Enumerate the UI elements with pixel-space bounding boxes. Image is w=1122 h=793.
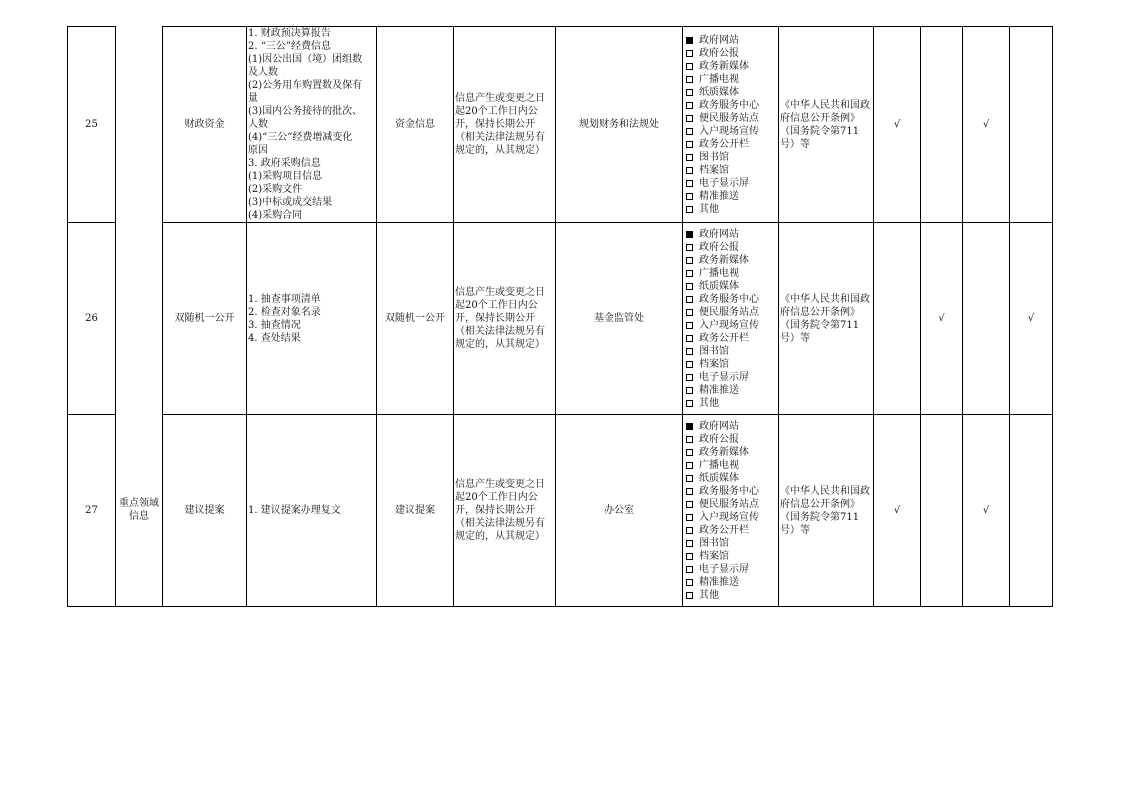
check-mark-cell: √: [874, 27, 921, 223]
channel-option[interactable]: [684, 358, 777, 371]
checkbox-empty-icon[interactable]: [686, 283, 693, 290]
checkbox-empty-icon[interactable]: [686, 475, 693, 482]
checkbox-empty-icon[interactable]: [686, 180, 693, 187]
basis-text: 《中华人民共和国政府信息公开条例》（国务院令第711号）等: [780, 293, 870, 344]
checkbox-empty-icon[interactable]: [686, 270, 693, 277]
channel-label: 图书馆: [699, 151, 729, 163]
checkbox-empty-icon[interactable]: [686, 115, 693, 122]
content-line: 人数: [248, 119, 268, 130]
checkbox-empty-icon[interactable]: [686, 462, 693, 469]
checkbox-empty-icon[interactable]: [686, 193, 693, 200]
check-mark-cell: √: [874, 415, 921, 607]
channel-option[interactable]: [684, 125, 777, 138]
channel-label: 政府网站: [699, 34, 739, 46]
check-mark-cell: [921, 415, 963, 607]
channel-label: 政务服务中心: [699, 485, 759, 497]
channel-label: 其他: [699, 397, 719, 409]
checkbox-checked-icon[interactable]: [686, 231, 693, 238]
channel-label: 政府公报: [699, 433, 739, 445]
channel-option[interactable]: [684, 397, 777, 410]
channel-option[interactable]: [684, 319, 777, 332]
timing-text: 信息产生或变更之日起20个工作日内公开，保持长期公开（相关法律法规另有规定的，从其规定）: [455, 479, 545, 542]
check-mark-cell: [963, 223, 1010, 415]
channel-option[interactable]: [684, 384, 777, 397]
channel-label: 图书馆: [699, 537, 729, 549]
channel-option[interactable]: [684, 472, 777, 485]
checkbox-empty-icon[interactable]: [686, 257, 693, 264]
channel-label: 政府公报: [699, 47, 739, 59]
basis-text: 《中华人民共和国政府信息公开条例》（国务院令第711号）等: [780, 485, 870, 536]
checkbox-empty-icon[interactable]: [686, 76, 693, 83]
channel-option[interactable]: [684, 86, 777, 99]
check-mark-cell: √: [921, 223, 963, 415]
basis-cell: [779, 415, 874, 607]
category-cell: 建议提案: [163, 415, 247, 607]
basis-text: 《中华人民共和国政府信息公开条例》（国务院令第711号）等: [780, 99, 870, 150]
checkbox-empty-icon[interactable]: [686, 63, 693, 70]
checkbox-empty-icon[interactable]: [686, 387, 693, 394]
channel-label: 档案馆: [699, 358, 729, 370]
content-line: (1)因公出国（境）团组数: [248, 54, 363, 65]
channel-label: 便民服务站点: [699, 112, 759, 124]
content-line: (4)采购合同: [248, 210, 303, 221]
channel-label: 精准推送: [699, 576, 739, 588]
check-mark-cell: [874, 223, 921, 415]
content-line: (2)采购文件: [248, 184, 303, 195]
channel-option[interactable]: [684, 164, 777, 177]
checkbox-empty-icon[interactable]: [686, 361, 693, 368]
checkbox-empty-icon[interactable]: [686, 309, 693, 316]
subject-cell: 双随机一公开: [377, 223, 454, 415]
channel-label: 政务新媒体: [699, 254, 749, 266]
channel-option[interactable]: [684, 34, 777, 47]
checkbox-empty-icon[interactable]: [686, 50, 693, 57]
channels-cell: [683, 223, 779, 415]
domain-cell: 重点领域信息: [116, 415, 163, 607]
channel-option[interactable]: [684, 498, 777, 511]
channel-label: 政务服务中心: [699, 99, 759, 111]
checkbox-empty-icon[interactable]: [686, 540, 693, 547]
content-line: 4. 查处结果: [248, 332, 301, 344]
checkbox-empty-icon[interactable]: [686, 128, 693, 135]
channel-label: 政府网站: [699, 228, 739, 240]
channel-option[interactable]: [684, 293, 777, 306]
channel-option[interactable]: [684, 485, 777, 498]
timing-text: 信息产生或变更之日起20个工作日内公开，保持长期公开（相关法律法规另有规定的，从其规定）: [455, 93, 545, 156]
checkbox-empty-icon[interactable]: [686, 566, 693, 573]
checkbox-empty-icon[interactable]: [686, 89, 693, 96]
content-line: (1)采购项目信息: [248, 171, 323, 182]
table-row: [68, 223, 1053, 415]
channel-option[interactable]: [684, 371, 777, 384]
channel-label: 纸质媒体: [699, 472, 739, 484]
channel-option[interactable]: [684, 267, 777, 280]
content-line: 量: [248, 93, 258, 104]
channel-option[interactable]: [684, 241, 777, 254]
content-line: 1. 抽查事项清单: [248, 293, 321, 305]
channel-option[interactable]: [684, 420, 777, 433]
channel-option[interactable]: [684, 177, 777, 190]
checkbox-empty-icon[interactable]: [686, 374, 693, 381]
channel-label: 入户现场宣传: [699, 125, 759, 137]
channel-label: 入户现场宣传: [699, 511, 759, 523]
channel-label: 政府公报: [699, 241, 739, 253]
category-cell: 财政资金: [163, 27, 247, 223]
checkbox-empty-icon[interactable]: [686, 501, 693, 508]
row-number: 27: [68, 415, 116, 607]
channel-option[interactable]: [684, 589, 777, 602]
channels-cell: [683, 415, 779, 607]
department-cell: 办公室: [556, 415, 683, 607]
checkbox-checked-icon[interactable]: [686, 423, 693, 430]
channel-label: 政务新媒体: [699, 60, 749, 72]
channel-option[interactable]: [684, 345, 777, 358]
channel-label: 政务公开栏: [699, 524, 749, 536]
channel-label: 便民服务站点: [699, 498, 759, 510]
domain-cell: [116, 223, 163, 415]
content-line: 及人数: [248, 67, 278, 78]
channel-option[interactable]: [684, 99, 777, 112]
content-line: 1. 建议提案办理复文: [248, 505, 341, 516]
content-line: 3. 抽查情况: [248, 319, 301, 331]
department-cell: 基金监管处: [556, 223, 683, 415]
table-row: [68, 27, 1053, 223]
timing-cell: [454, 223, 556, 415]
checkbox-empty-icon[interactable]: [686, 579, 693, 586]
content-cell: [247, 223, 377, 415]
content-line: 原因: [248, 145, 268, 156]
subject-cell: 资金信息: [377, 27, 454, 223]
check-mark-cell: [1010, 27, 1053, 223]
checkbox-empty-icon[interactable]: [686, 335, 693, 342]
checkbox-empty-icon[interactable]: [686, 592, 693, 599]
checkbox-empty-icon[interactable]: [686, 102, 693, 109]
channel-label: 精准推送: [699, 384, 739, 396]
timing-text: 信息产生或变更之日起20个工作日内公开，保持长期公开（相关法律法规另有规定的，从其规定）: [455, 287, 545, 350]
channel-option[interactable]: [684, 511, 777, 524]
checkbox-empty-icon[interactable]: [686, 141, 693, 148]
channel-option[interactable]: [684, 228, 777, 241]
timing-cell: [454, 415, 556, 607]
channel-option[interactable]: [684, 60, 777, 73]
checkbox-empty-icon[interactable]: [686, 244, 693, 251]
checkbox-empty-icon[interactable]: [686, 449, 693, 456]
channel-option[interactable]: [684, 254, 777, 267]
checkbox-checked-icon[interactable]: [686, 37, 693, 44]
channel-label: 广播电视: [699, 73, 739, 85]
table-row: [68, 415, 1053, 607]
channel-label: 档案馆: [699, 550, 729, 562]
check-mark-cell: √: [963, 27, 1010, 223]
content-line: (4)“三公”经费增减变化: [248, 132, 353, 143]
channel-label: 其他: [699, 203, 719, 215]
channel-label: 政府网站: [699, 420, 739, 432]
check-mark-cell: [1010, 415, 1053, 607]
channels-cell: [683, 27, 779, 223]
check-mark-cell: √: [1010, 223, 1053, 415]
checkbox-empty-icon[interactable]: [686, 154, 693, 161]
channel-label: 政务服务中心: [699, 293, 759, 305]
channel-label: 便民服务站点: [699, 306, 759, 318]
basis-cell: [779, 223, 874, 415]
channel-label: 广播电视: [699, 459, 739, 471]
channel-option[interactable]: [684, 537, 777, 550]
channel-label: 其他: [699, 589, 719, 601]
checkbox-empty-icon[interactable]: [686, 527, 693, 534]
content-cell: [247, 415, 377, 607]
content-line: 3. 政府采购信息: [248, 158, 321, 169]
channel-label: 广播电视: [699, 267, 739, 279]
content-cell: [247, 27, 377, 223]
table-body: [68, 27, 1053, 607]
subject-cell: 建议提案: [377, 415, 454, 607]
checkbox-empty-icon[interactable]: [686, 167, 693, 174]
channel-option[interactable]: [684, 563, 777, 576]
basis-cell: [779, 27, 874, 223]
checkbox-empty-icon[interactable]: [686, 553, 693, 560]
channel-label: 政务公开栏: [699, 138, 749, 150]
content-line: 2. “三公”经费信息: [248, 41, 331, 52]
channel-label: 电子显示屏: [699, 177, 749, 189]
checkbox-empty-icon[interactable]: [686, 296, 693, 303]
checkbox-empty-icon[interactable]: [686, 348, 693, 355]
channel-option[interactable]: [684, 112, 777, 125]
category-cell: 双随机一公开: [163, 223, 247, 415]
channel-option[interactable]: [684, 576, 777, 589]
checkbox-empty-icon[interactable]: [686, 514, 693, 521]
content-line: (3)国内公务接待的批次、: [248, 106, 363, 117]
channel-option[interactable]: [684, 446, 777, 459]
checkbox-empty-icon[interactable]: [686, 400, 693, 407]
domain-cell: [116, 27, 163, 223]
content-line: 2. 检查对象名录: [248, 306, 321, 318]
channel-label: 纸质媒体: [699, 86, 739, 98]
channel-option[interactable]: [684, 550, 777, 563]
channel-label: 图书馆: [699, 345, 729, 357]
channel-label: 纸质媒体: [699, 280, 739, 292]
channel-option[interactable]: [684, 280, 777, 293]
channel-option[interactable]: [684, 306, 777, 319]
department-cell: 规划财务和法规处: [556, 27, 683, 223]
checkbox-empty-icon[interactable]: [686, 322, 693, 329]
channel-label: 电子显示屏: [699, 371, 749, 383]
content-line: (2)公务用车购置数及保有: [248, 80, 363, 91]
channel-label: 政务公开栏: [699, 332, 749, 344]
channel-option[interactable]: [684, 190, 777, 203]
row-number: 26: [68, 223, 116, 415]
channel-label: 入户现场宣传: [699, 319, 759, 331]
channel-option[interactable]: [684, 332, 777, 345]
check-mark-cell: [921, 27, 963, 223]
channel-label: 政务新媒体: [699, 446, 749, 458]
channel-option[interactable]: [684, 138, 777, 151]
channel-option[interactable]: [684, 203, 777, 216]
channel-label: 电子显示屏: [699, 563, 749, 575]
channel-option[interactable]: [684, 433, 777, 446]
row-number: 25: [68, 27, 116, 223]
channel-option[interactable]: [684, 73, 777, 86]
channel-option[interactable]: [684, 459, 777, 472]
checkbox-empty-icon[interactable]: [686, 436, 693, 443]
checkbox-empty-icon[interactable]: [686, 206, 693, 213]
channel-label: 档案馆: [699, 164, 729, 176]
channel-option[interactable]: [684, 524, 777, 537]
channel-option[interactable]: [684, 151, 777, 164]
channel-label: 精准推送: [699, 190, 739, 202]
content-line: (3)中标或成交结果: [248, 197, 333, 208]
disclosure-table: [67, 26, 1053, 607]
channel-option[interactable]: [684, 47, 777, 60]
content-line: 1. 财政预决算报告: [248, 28, 331, 39]
checkbox-empty-icon[interactable]: [686, 488, 693, 495]
timing-cell: [454, 27, 556, 223]
check-mark-cell: √: [963, 415, 1010, 607]
